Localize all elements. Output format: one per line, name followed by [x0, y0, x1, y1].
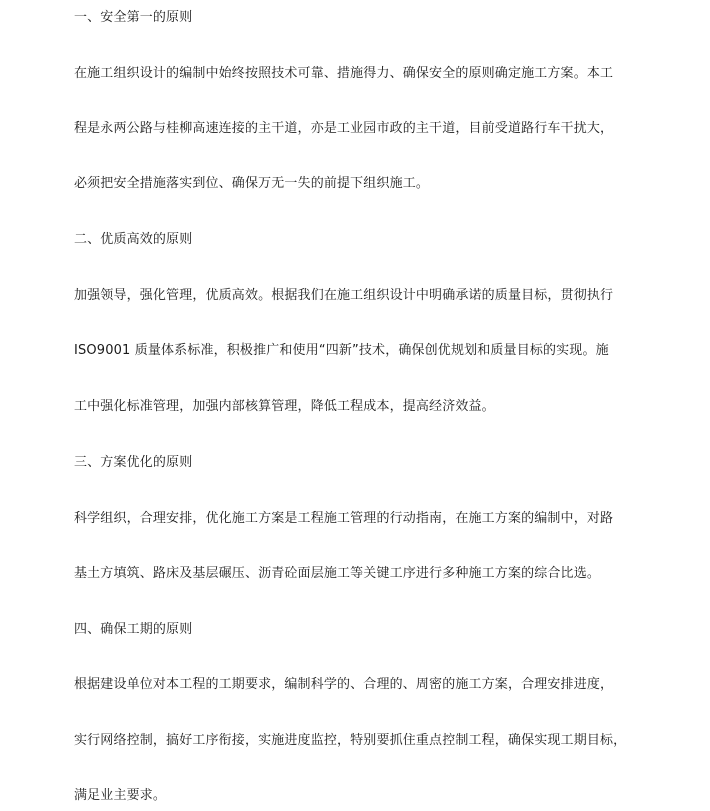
paragraph-line: 根据建设单位对本工程的工期要求，编制科学的、合理的、周密的施工方案，合理安排进度，	[74, 677, 614, 692]
section-heading-optimization: 三、方案优化的原则	[74, 455, 193, 470]
section-heading-quality: 二、优质高效的原则	[74, 232, 193, 247]
section-heading-schedule: 四、确保工期的原则	[74, 622, 193, 637]
paragraph-line: 必须把安全措施落实到位、确保万无一失的前提下组织施工。	[74, 176, 430, 191]
paragraph-line: 实行网络控制，搞好工序衔接，实施进度监控，特别要抓住重点控制工程，确保实现工期目标，	[74, 733, 627, 748]
paragraph-line: 在施工组织设计的编制中始终按照技术可靠、措施得力、确保安全的原则确定施工方案。本工	[74, 66, 614, 81]
paragraph-line: 满足业主要求。	[74, 788, 167, 803]
paragraph-line: 程是永两公路与桂柳高速连接的主干道，亦是工业园市政的主干道，目前受道路行车干扰大，	[74, 121, 614, 136]
section-heading-safety: 一、安全第一的原则	[74, 10, 193, 25]
paragraph-line: 工中强化标准管理，加强内部核算管理，降低工程成本，提高经济效益。	[74, 399, 495, 414]
paragraph-line: 加强领导，强化管理，优质高效。根据我们在施工组织设计中明确承诺的质量目标，贯彻执行	[74, 288, 614, 303]
paragraph-line: 科学组织，合理安排，优化施工方案是工程施工管理的行动指南，在施工方案的编制中，对路	[74, 511, 614, 526]
paragraph-line: ISO9001 质量体系标准，积极推广和使用“四新”技术，确保创优规划和质量目标的实现。施	[74, 343, 609, 358]
paragraph-line: 基土方填筑、路床及基层碾压、沥青砼面层施工等关键工序进行多种施工方案的综合比选。	[74, 566, 601, 581]
